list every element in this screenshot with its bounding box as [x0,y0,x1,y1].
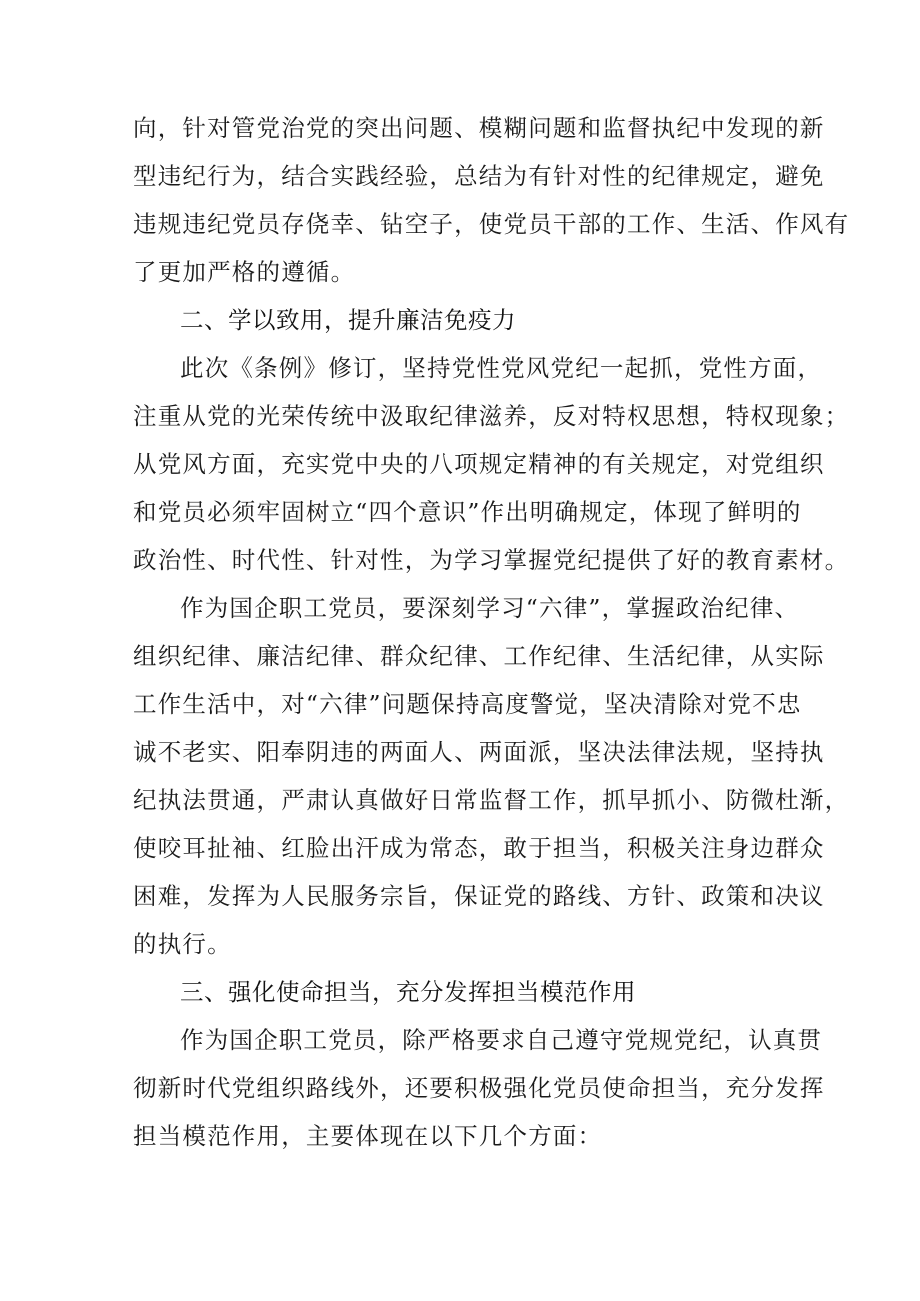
paragraph-line: 了更加严格的遵循。 [133,258,356,286]
paragraph-line: 的执行。 [133,930,232,958]
paragraph-line: 担当模范作用，主要体现在以下几个方面： [133,1122,603,1150]
section-heading-3: 三、强化使命担当，充分发挥担当模范作用 [180,978,636,1006]
paragraph-line: 作为国企职工党员，除严格要求自己遵守党规党纪，认真贯 [180,1026,823,1054]
paragraph-mission-responsibility [0,1016,920,1160]
document-body [0,104,920,1160]
paragraph-line: 使咬耳扯袖、红脸出汗成为常态，敢于担当，积极关注身边群众 [133,834,825,862]
paragraph-continuation [0,104,920,296]
section-heading-2: 二、学以致用，提升廉洁免疫力 [180,306,516,334]
paragraph-line: 彻新时代党组织路线外，还要积极强化党员使命担当，充分发挥 [133,1074,825,1102]
paragraph-line: 组织纪律、廉洁纪律、群众纪律、工作纪律、生活纪律，从实际 [133,642,825,670]
paragraph-line: 工作生活中，对“六律”问题保持高度警觉，坚决清除对党不忠 [133,690,802,718]
paragraph-line: 向，针对管党治党的突出问题、模糊问题和监督执纪中发现的新 [133,114,825,142]
paragraph-line: 纪执法贯通，严肃认真做好日常监督工作，抓早抓小、防微杜渐， [133,786,850,814]
paragraph-line: 违规违纪党员存侥幸、钻空子，使党员干部的工作、生活、作风有 [133,210,850,238]
paragraph-line: 诚不老实、阳奉阴违的两面人、两面派，坚决法律法规，坚持执 [133,738,825,766]
paragraph-six-disciplines [0,584,920,968]
paragraph-line: 作为国企职工党员，要深刻学习“六律”，掌握政治纪律、 [180,594,800,622]
paragraph-line: 注重从党的光荣传统中汲取纪律滋养，反对特权思想，特权现象； [133,402,850,430]
paragraph-line: 从党风方面，充实党中央的八项规定精神的有关规定，对党组织 [133,450,825,478]
paragraph-line: 型违纪行为，结合实践经验，总结为有针对性的纪律规定，避免 [133,162,825,190]
paragraph-regulation-revision [0,344,920,584]
paragraph-line: 政治性、时代性、针对性，为学习掌握党纪提供了好的教育素材。 [133,546,850,574]
paragraph-line: 困难，发挥为人民服务宗旨，保证党的路线、方针、政策和决议 [133,882,825,910]
paragraph-line: 和党员必须牢固树立“四个意识”作出明确规定，体现了鲜明的 [133,498,802,526]
paragraph-line: 此次《条例》修订，坚持党性党风党纪一起抓，党性方面， [180,354,823,382]
